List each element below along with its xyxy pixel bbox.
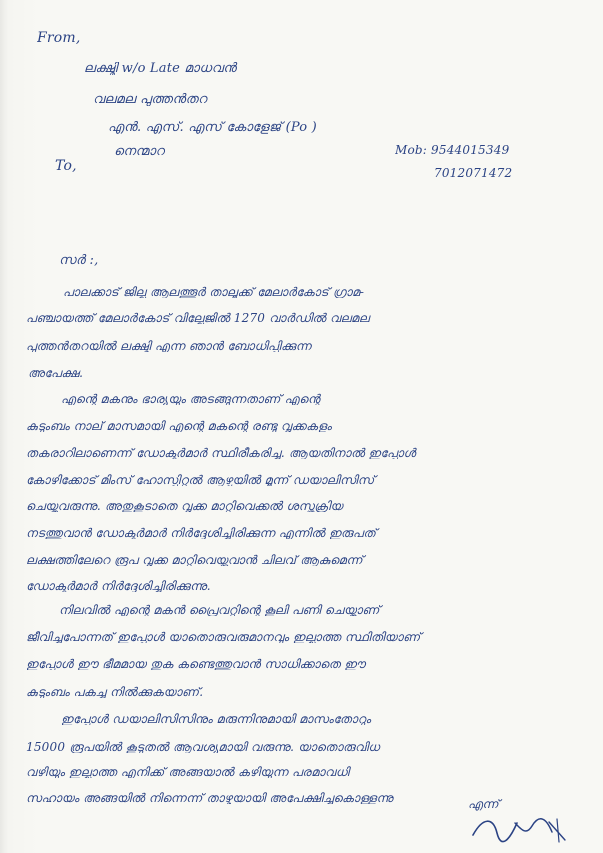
- body-line-10: നടത്തുവാൻ ഡോക്ടർമാർ നിർദ്ദേശിച്ചിരിക്കുന്ന എന്നിൽ ഇരുപത്: [26, 527, 377, 539]
- body-line-9: ചെയ്തുവരുന്നു. അതുകൂടാതെ വൃക്ക മാറ്റിവെക്കൽ ശസ്ത്രക്രിയ: [26, 500, 343, 512]
- body-line-8: കോഴിക്കോട് മിംസ് ഹോസ്പിറ്റൽ ആഴ്ചയിൽ മൂന്ന് ഡയാലിസിസ്: [26, 474, 375, 486]
- house-name: വലമല പുത്തൻതറ: [93, 93, 207, 106]
- body-line-7: തകരാറിലാണെന്ന് ഡോക്ടർമാർ സ്ഥിരീകരിച്ചു. ആയതിനാൽ ഇപ്പോൾ: [26, 447, 416, 459]
- closing-text: എന്ന്: [468, 797, 499, 811]
- body-line-11: ലക്ഷത്തിലേറെ രൂപ വൃക്ക മാറ്റിവെയ്ക്കുവാൻ ചിലവ് ആകുമെന്ന്: [26, 554, 363, 566]
- signature: [465, 805, 575, 849]
- body-line-4: അപേക്ഷ.: [28, 367, 84, 379]
- body-line-16: കുടുംബം പകച്ചു നിൽക്കുകയാണ്.: [26, 686, 204, 698]
- body-line-14: ജീവിച്ചുപോന്നത് ഇപ്പോൾ യാതൊരുവരുമാനവും ഇല്ലാത്ത സ്ഥിതിയാണ്: [26, 631, 421, 643]
- body-line-18: 15000 രൂപയിൽ കൂടുതൽ ആവശ്യമായി വരുന്നു. യാതൊരുവിധ: [26, 741, 380, 753]
- sender-name: ലക്ഷ്മി w/o Late മാധവൻ: [84, 62, 237, 75]
- body-line-13: നിലവിൽ എന്റെ മകൻ പ്രൈവറ്റിന്റെ കൂലി പണി ചെയ്താണ്: [59, 604, 380, 616]
- college-po: എൻ. എസ്. എസ് കോളേജ് (Po ): [108, 121, 317, 134]
- body-line-19: വഴിയും ഇല്ലാത്ത എനിക്ക് അങ്ങയാൽ കഴിയുന്ന പരമാവധി: [26, 766, 350, 778]
- body-line-2: പഞ്ചായത്ത് മേലാർകോട് വില്ലേജിൽ 1270 വാർഡിൽ വലമല: [26, 312, 370, 324]
- body-line-5: എന്റെ മകനും ഭാര്യയും അടങ്ങുന്നതാണ് എന്റെ: [61, 393, 320, 405]
- body-line-15: ഇപ്പോൾ ഈ ഭീമമായ തുക കണ്ടെത്തുവാൻ സാധിക്കാതെ ഈ: [26, 658, 366, 670]
- salutation: സർ :,: [59, 254, 99, 267]
- place: നെന്മാറ: [114, 145, 165, 158]
- body-line-12: ഡോക്ടർമാർ നിർദ്ദേശിച്ചിരിക്കുന്നു.: [26, 580, 211, 592]
- body-line-20: സഹായം അങ്ങയിൽ നിന്നെന്ന് താഴ്മയായി അപേക്ഷിച്ചുകൊള്ളുന്നു: [26, 792, 394, 804]
- to-label: To,: [55, 159, 77, 173]
- from-label: From,: [37, 31, 81, 45]
- body-line-17: ഇപ്പോൾ ഡയാലിസിസിനും മരുന്നിനുമായി മാസംതോറും: [61, 713, 371, 725]
- mobile-number-2: 7012071472: [434, 167, 513, 179]
- page-edge-shadow: [0, 0, 8, 853]
- body-line-1: പാലക്കാട് ജില്ല ആലത്തൂർ താലൂക്ക് മേലാർകോട് ഗ്രാമ-: [63, 286, 365, 298]
- body-line-3: പുത്തൻതറയിൽ ലക്ഷ്മി എന്ന ഞാൻ ബോധിപ്പിക്കുന്ന: [26, 340, 312, 352]
- body-line-6: കുടുംബം നാല് മാസമായി എന്റെ മകന്റെ രണ്ടു വൃക്കകളും: [26, 420, 332, 432]
- mobile-number-1: Mob: 9544015349: [395, 144, 510, 156]
